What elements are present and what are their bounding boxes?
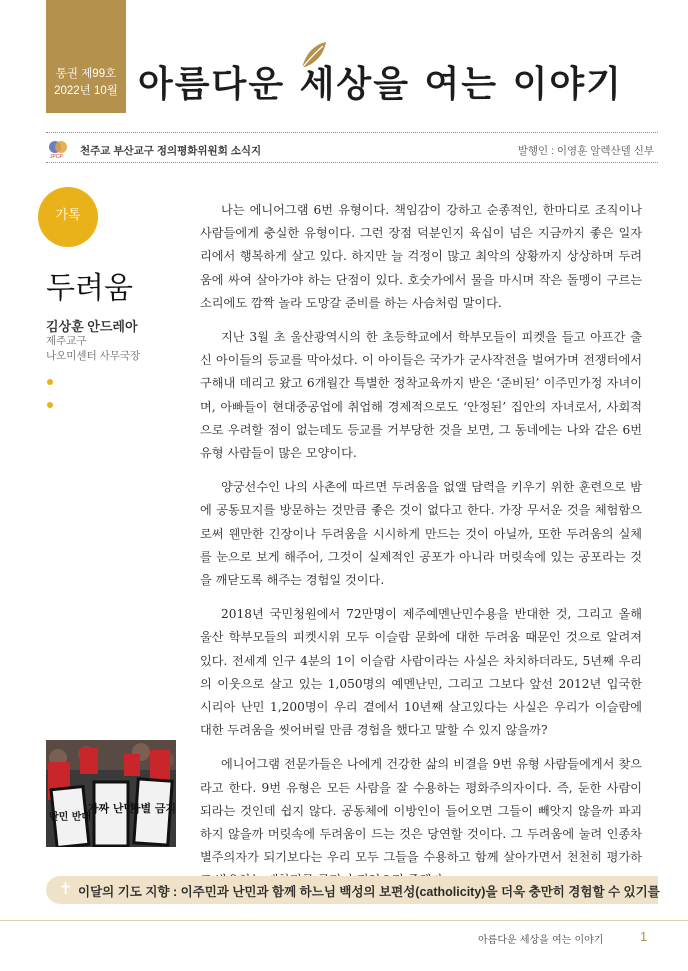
author-name: 김상훈 안드레아: [46, 319, 138, 334]
protest-photo: [46, 740, 176, 847]
footer-title: 아름다운 세상을 여는 이야기: [478, 935, 604, 946]
jpcp-logo-icon: [46, 139, 76, 159]
issue-number: 통권 제99호: [55, 68, 117, 80]
article-paragraph: 에니어그램 전문가들은 나에게 건강한 삶의 비결을 9번 유형 사람들에게서 찾으라고 한다. 9번 유형은 모든 사람을 잘 수용하는 평화주의자이다. 즉, 둔한 사람이 되라는 것인데 쉽지 않다. 공동체에 이방인이 들어오면 그들이 빼앗지 않을까 파괴하지 않을까 머릿속에 두려움이 드는 것은 당연할 것이다. 그 두려움에 눌려 인종차별주의자가 되기보다는 우리 모두 그들을 수용하고 함께 살아가면서 천천히 평가하: [200, 757, 642, 865]
category-tag: 가톡: [38, 187, 98, 247]
prayer-intention-text: 이달의 기도 지향 : 이주민과 난민과 함께 하느님 백성의 보편성(catholicity)을 더욱 충만히 경험할 수 있기를: [78, 885, 660, 899]
footer-divider: [0, 920, 688, 921]
photo-sign-text: 난민 반대: [48, 812, 92, 823]
masthead-title: 아름다운 세상을 여는 이야기: [138, 63, 623, 105]
article-paragraph: 지난 3월 초 울산광역시의 한 초등학교에서 학부모들이 피켓을 들고 아프간 출신 아이들의 등교를 막아섰다. 이 아이들은 국가가 군사작전을 벌여가며 전쟁터에서 구해내 데리고 왔고 6개월간 특별한 정착교육까지 받은 ‘준비된’ 이주민가정 자녀이며, 아빠들이 현대중공업에 취업해 경제적으로도 ‘안정된’ 집안의 자녀로서, 사회적으로 우려할 점이 없는데도 등교를 거부당한 것을 보면, 그 동네에는 나와 같은 6번 유형 사람들이 많은 모양이다.: [200, 330, 642, 461]
photo-sign-text: 차별 금지: [129, 802, 176, 815]
cross-icon: ✝: [59, 879, 73, 898]
article-paragraph: 2018년 국민청원에서 72만명이 제주예멘난민수용을 반대한 것, 그리고 올해 울산 학부모들의 피켓시위 모두 이슬람 문화에 대한 두려움 때문인 것으로 알려져 있다. 전세계 인구 4분의 1이 이슬람 사람이라는 사실은 차치하더라도, 5년째 우리의 이웃으로 살고 있는 1,050명의 예멘난민, 그리고 그보다 앞선 2012년 입국한 시리아 난민 1,200명이 우리 곁에서 10년째 살고있다는 사실은 우리가 이슬람에 대한 두려움을 씻어버릴 만큼 경험을 했다고 말할 수 있지 않을까?: [200, 607, 642, 738]
bullet-dot: [47, 379, 53, 385]
article-body: [200, 199, 642, 904]
divider: [46, 162, 658, 163]
author-diocese: 제주교구: [46, 335, 87, 347]
page-number: 1: [640, 929, 648, 944]
publisher: 발행인 : 이영훈 알렉산델 신부: [517, 145, 654, 157]
article-title: 두려움: [46, 271, 133, 306]
article-paragraph: 나는 에니어그램 6번 유형이다. 책임감이 강하고 순종적인, 한마디로 조직이나 사람들에게 충실한 유형이다. 그런 장점 덕분인지 육십이 넘은 지금까지 좋은 일자리에서 행복하게 살고 있다. 하지만 늘 걱정이 많고 최악의 상황까지 상상하며 두려움에 싸여 살아가야 하는 단점이 있다. 호숫가에서 물을 마시며 작은 돌멩이 구르는 소리에도 깜짝 놀라 도망갈 준비를 하는 사슴처럼 말이다.: [200, 203, 642, 310]
prayer-intention-bar: [46, 876, 658, 904]
logo-text: JPCP: [50, 154, 63, 159]
organization-name: 천주교 부산교구 정의평화위원회 소식지: [80, 145, 262, 157]
photo-sign-text: 가짜 난민: [87, 802, 135, 815]
divider: [46, 132, 658, 133]
author-position: 나오미센터 사무국장: [46, 350, 141, 362]
bullet-dot: [47, 402, 53, 408]
article-paragraph: 양궁선수인 나의 사촌에 따르면 두려움을 없앨 담력을 키우기 위한 훈련으로 밤에 공동묘지를 방문하는 것만큼 좋은 것이 없다고 한다. 가장 무서운 것을 체험함으로써 웬만한 긴장이나 두려움을 시시하게 만드는 것이 아닐까, 또한 두려움의 실체를 눈으로 보게 해주어, 그것이 실제적인 공포가 아니라 머릿속에 있는 공포라는 것을 깨닫도록 해주는 경험일 것이다.: [200, 480, 642, 588]
issue-date: 2022년 10월: [54, 85, 118, 97]
issue-box: [46, 0, 126, 113]
